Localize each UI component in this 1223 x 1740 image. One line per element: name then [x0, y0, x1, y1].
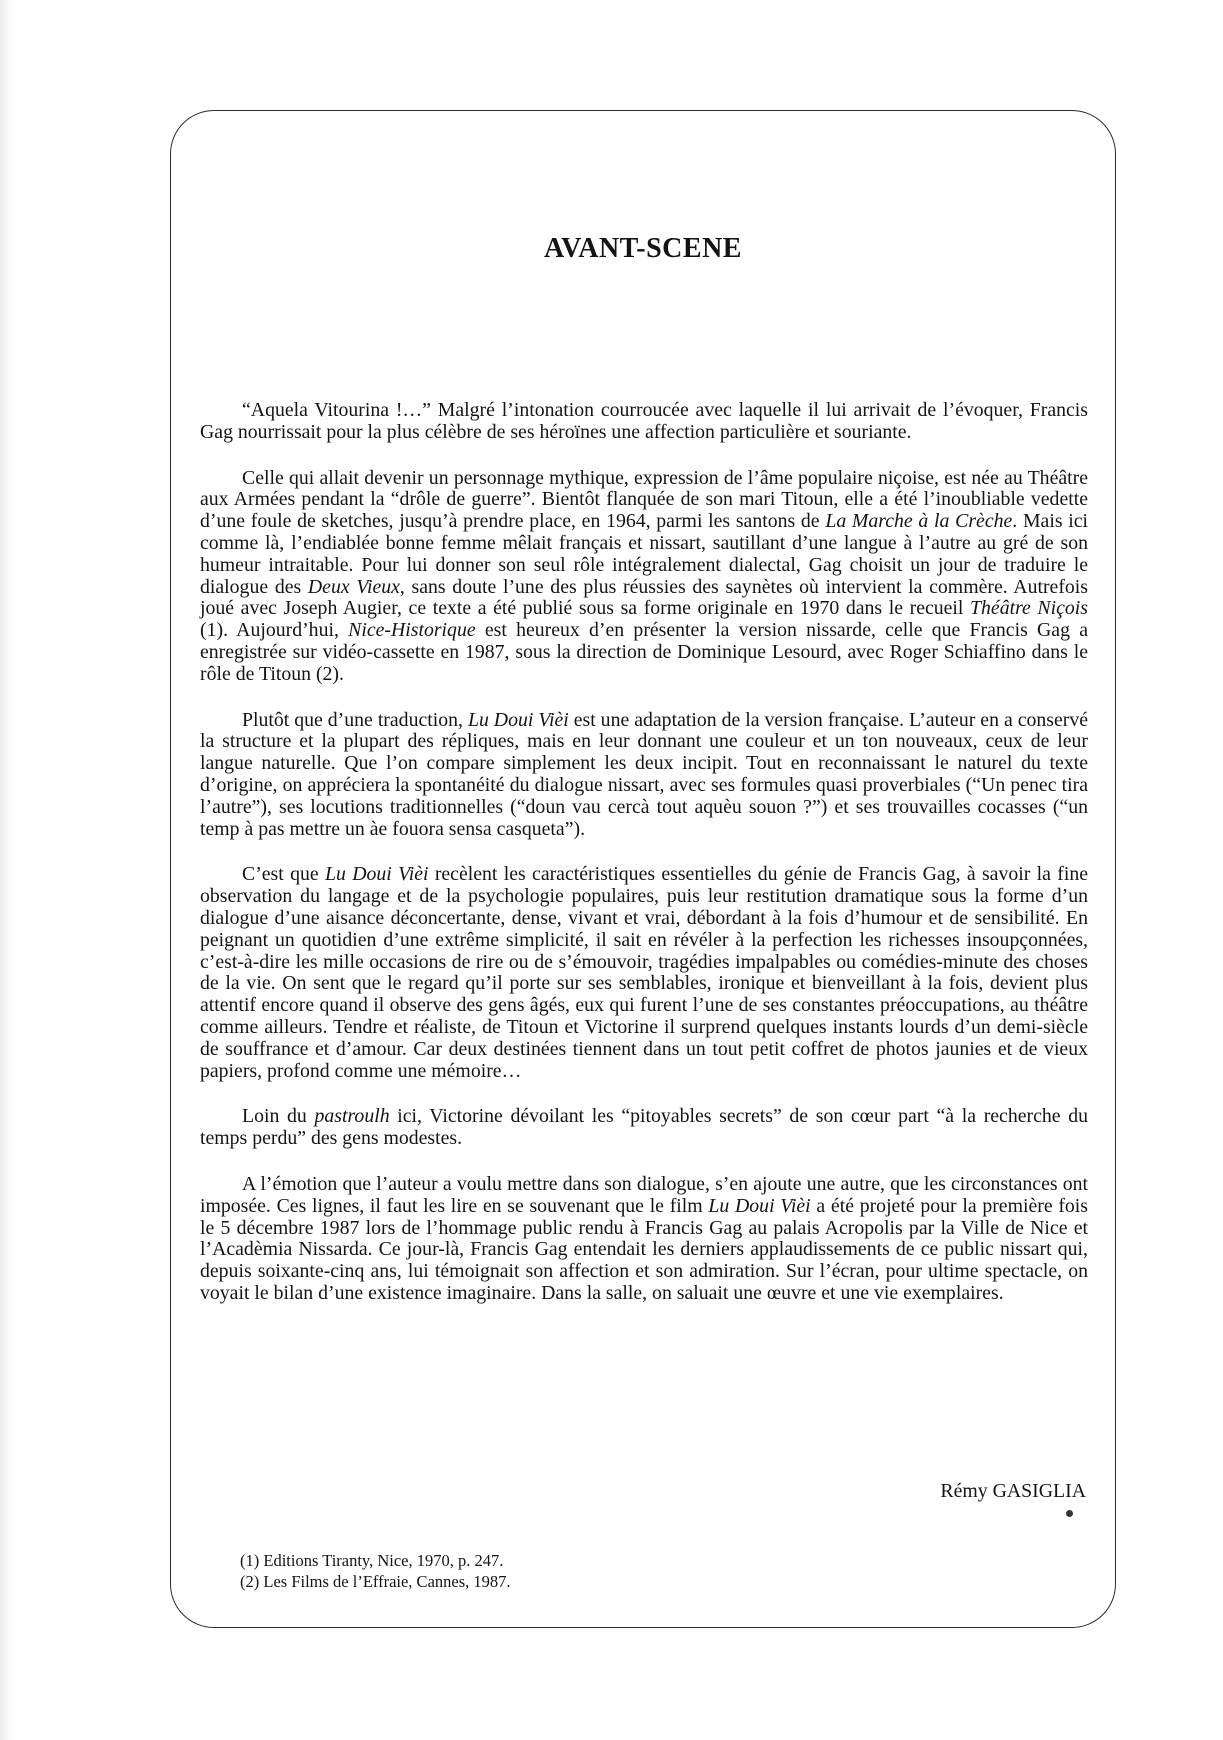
ink-mark	[1066, 1510, 1073, 1517]
paragraph-5	[200, 1106, 1088, 1150]
paragraph-2	[200, 468, 1088, 686]
paragraph-text-run: . Mais ici comme là, l’endiablée bonne femme mêlait français et nissart, sautillant d’une langue à l’autre au gré de son humeur intraitable. Pour lui donner son seul rôle intégralement dialectal, Gag choisit un jour de traduire le dialogue des	[200, 510, 1089, 598]
italic-title-text: Lu Doui Vièi	[324, 863, 429, 886]
italic-title-text: Lu Doui Vièi	[467, 708, 569, 731]
footnote-1: (1) Editions Tiranty, Nice, 1970, p. 247.	[240, 1551, 504, 1570]
italic-title-text: La Marche à la Crèche	[825, 510, 1013, 533]
italic-title-text: Théâtre Niçois	[970, 597, 1088, 620]
author-signature: Rémy GASIGLIA	[940, 1480, 1086, 1502]
paragraph-text-run: “Aquela Vitourina !…” Malgré l’intonation courroucée avec laquelle il lui arrivait de l’évoquer, Francis Gag nourrissait pour la plus célèbre de ses héroïnes une affection particulière et souriante.	[200, 399, 1088, 443]
paragraph-1	[200, 400, 1088, 444]
paragraph-text-run: ici, Victorine dévoilant les “pitoyables secrets” de son cœur part “à la recherche du temps perdu” des gens modestes.	[200, 1105, 1088, 1150]
italic-title-text: Deux Vieux	[307, 575, 400, 598]
footnotes	[240, 1550, 940, 1592]
italic-title-text: pastroulh	[314, 1105, 390, 1128]
paragraph-text-run: Loin du	[242, 1105, 315, 1128]
paragraph-text-run: , sans doute l’une des plus réussies des saynètes où intervient la commère. Autrefois joué avec Joseph Augier, ce texte a été publié sous sa forme originale en 1970 dans le recueil	[200, 575, 1088, 620]
paragraph-text-run: (1). Aujourd’hui,	[200, 619, 349, 642]
paragraph-4	[200, 864, 1088, 1082]
paragraph-text-run: est une adaptation de la version française. L’auteur en a conservé la structure et la plupart des répliques, mais en leur donnant une couleur et un ton nouveaux, ceux de leur langue naturelle. Que l’on compare simplement les deux incipit. Tout en reconnaissant le naturel du texte d’origine, on appréciera la spontanéité du dialogue nissart, avec ses formules quasi proverbiales (“Un penec tira l’autre”), ses locutions traditionnelles (“doun vau cercà tout aquèu souon ?”) et ses trouvailles cocasses (“un temp à pas mettre un àe fouora sensa casqueta”).	[200, 708, 1088, 840]
page-title: AVANT-SCENE	[544, 233, 742, 264]
paragraph-text-run: Celle qui allait devenir un personnage mythique, expression de l’âme populaire niçoise, est née au Théâtre aux Armées pendant la “drôle de guerre”. Bientôt flanquée de son mari Titoun, elle a été l’inoubliable vedette d’une foule de sketches, jusqu’à prendre place, en 1964, parmi les santons de	[200, 466, 1088, 533]
paragraph-text-run: recèlent les caractéristiques essentielles du génie de Francis Gag, à savoir la fine observation du langage et de la psychologie populaires, puis leur restitution dramatique sous la forme d’un dialogue d’une aisance déconcertante, dense, vivant et vrai, débordant à la fois d’humour et de sensibilité. En peignant un quotidien d’une extrême simplicité, il sait en révéler à la perfection les richesses insoupçonnées, c’est-à-dire les mille occasions de rire ou de s’émouvoir, tragédies impalpables ou comédies-minute des choses de la vie. On sent que le regard qu’il porte sur ses semblables, ironique et bienveillant à la fois, devient plus attentif encore quand il observe des gens âgés, eux qui furent l’une de ses constantes préoccupations, au théâtre comme ailleurs. Tendre et réaliste, de Titoun et Victorine il surprend quelques instants lourds d’un demi-siècle de souffrance et d’amour. Car deux destinées tiennent dans un tout petit coffret de photos jaunies et de vieux papiers, profond comme une mémoire…	[200, 863, 1088, 1082]
paragraph-3	[200, 710, 1088, 841]
paragraph-text-run: C’est que	[242, 863, 325, 886]
article-body	[200, 400, 1088, 1329]
italic-title-text: Nice-Historique	[348, 619, 476, 642]
paragraph-text-run: A l’émotion que l’auteur a voulu mettre dans son dialogue, s’en ajoute une autre, que les circonstances ont imposée. Ces lignes, il faut les lire en se souvenant que le film	[200, 1172, 1088, 1217]
paragraph-text-run: est heureux d’en présenter la version nissarde, celle que Francis Gag a enregistrée sur vidéo-cassette en 1987, sous la direction de Dominique Lesourd, avec Roger Schiaffino dans le rôle de Titoun (2).	[200, 619, 1088, 685]
italic-title-text: Lu Doui Vièi	[708, 1194, 811, 1217]
paragraph-text-run: Plutôt que d’une traduction,	[242, 708, 468, 731]
paragraph-6	[200, 1174, 1088, 1305]
paragraph-text-run: a été projeté pour la première fois le 5 décembre 1987 lors de l’hommage public rendu à Francis Gag au palais Acropolis par la Ville de Nice et l’Acadèmia Nissarda. Ce jour-là, Francis Gag entendait les derniers applaudissements de ce public nissart qui, depuis soixante-cinq ans, lui témoignait son affection et son admiration. Sur l’écran, pour ultime spectacle, on voyait le bilan d’une existence imaginaire. Dans la salle, on saluait une œuvre et une vie exemplaires.	[200, 1194, 1089, 1304]
footnote-2: (2) Les Films de l’Effraie, Cannes, 1987.	[240, 1572, 511, 1591]
